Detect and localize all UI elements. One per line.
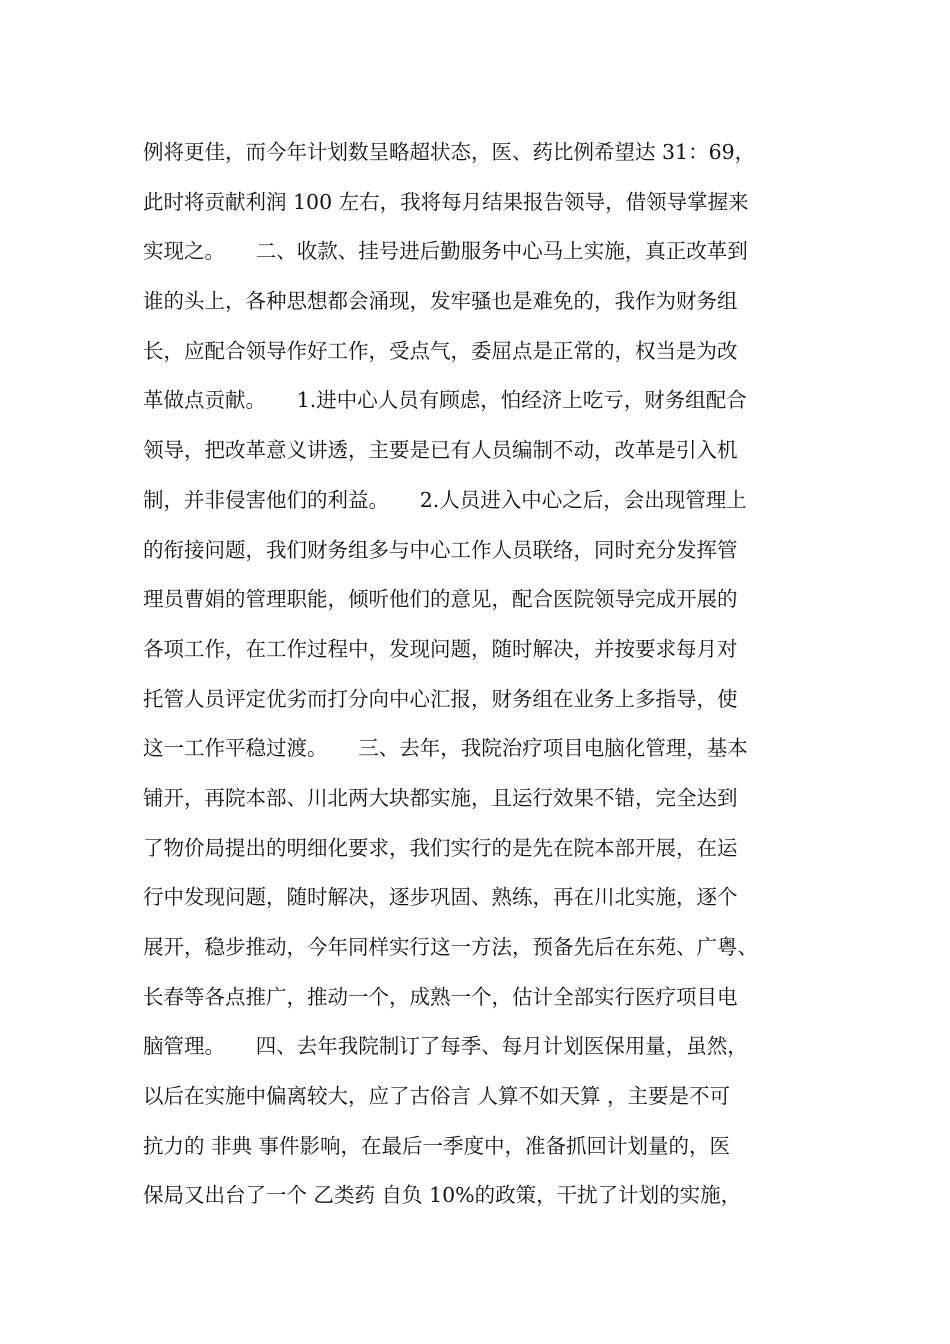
text-line: 铺开，再院本部、川北两大块都实施，且运行效果不错，完全达到 — [143, 785, 738, 810]
text-line: 例将更佳，而今年计划数呈略超状态，医、药比例希望达 31：69， — [143, 140, 756, 164]
text-line: 以后在实施中偏离较大，应了古俗言 人算不如天算 ，主要是不可 — [143, 1084, 731, 1109]
text-line: 保局又出台了一个 乙类药 自负 10%的政策，干扰了计划的实施， — [143, 1183, 742, 1208]
text-line: 各项工作，在工作过程中，发现问题，随时解决，并按要求每月对 — [143, 636, 738, 661]
text-line: 理员曹娟的管理职能，倾听他们的意见，配合医院领导完成开展的 — [143, 587, 738, 612]
text-line: 革做点贡献。 1.进中心人员有顾虑，怕经济上吃亏，财务组配合 — [143, 388, 747, 413]
text-line: 领导，把改革意义讲透，主要是已有人员编制不动，改革是引入机 — [143, 438, 738, 463]
text-line: 展开，稳步推动，今年同样实行这一方法，预备先后在东苑、广粤、 — [143, 935, 758, 959]
text-line: 制，并非侵害他们的利益。 2.人员进入中心之后，会出现管理上 — [143, 487, 747, 512]
text-line: 托管人员评定优劣而打分向中心汇报，财务组在业务上多指导，使 — [143, 686, 738, 711]
text-line: 这一工作平稳过渡。 三、去年，我院治疗项目电脑化管理，基本 — [143, 736, 748, 761]
text-line: 长春等各点推广，推动一个，成熟一个，估计全部实行医疗项目电 — [143, 984, 738, 1009]
text-line: 此时将贡献利润 100 左右，我将每月结果报告领导，借领导掌握来 — [143, 189, 749, 214]
text-line: 实现之。 二、收款、挂号进后勤服务中心马上实施，真正改革到 — [143, 239, 748, 264]
text-line: 谁的头上，各种思想都会涌现，发牢骚也是难免的，我作为财务组 — [143, 289, 738, 314]
text-line: 的衔接问题，我们财务组多与中心工作人员联络，同时充分发挥管 — [143, 537, 738, 562]
text-line: 长，应配合领导作好工作，受点气，委屈点是正常的，权当是为改 — [143, 338, 738, 363]
text-line: 抗力的 非典 事件影响，在最后一季度中，准备抓回计划量的，医 — [143, 1133, 731, 1158]
text-line: 行中发现问题，随时解决，逐步巩固、熟练，再在川北实施，逐个 — [143, 885, 738, 910]
text-line: 脑管理。 四、去年我院制订了每季、每月计划医保用量，虽然， — [143, 1034, 748, 1059]
text-line: 了物价局提出的明细化要求，我们实行的是先在院本部开展，在运 — [143, 835, 738, 860]
body-text — [143, 128, 823, 1221]
